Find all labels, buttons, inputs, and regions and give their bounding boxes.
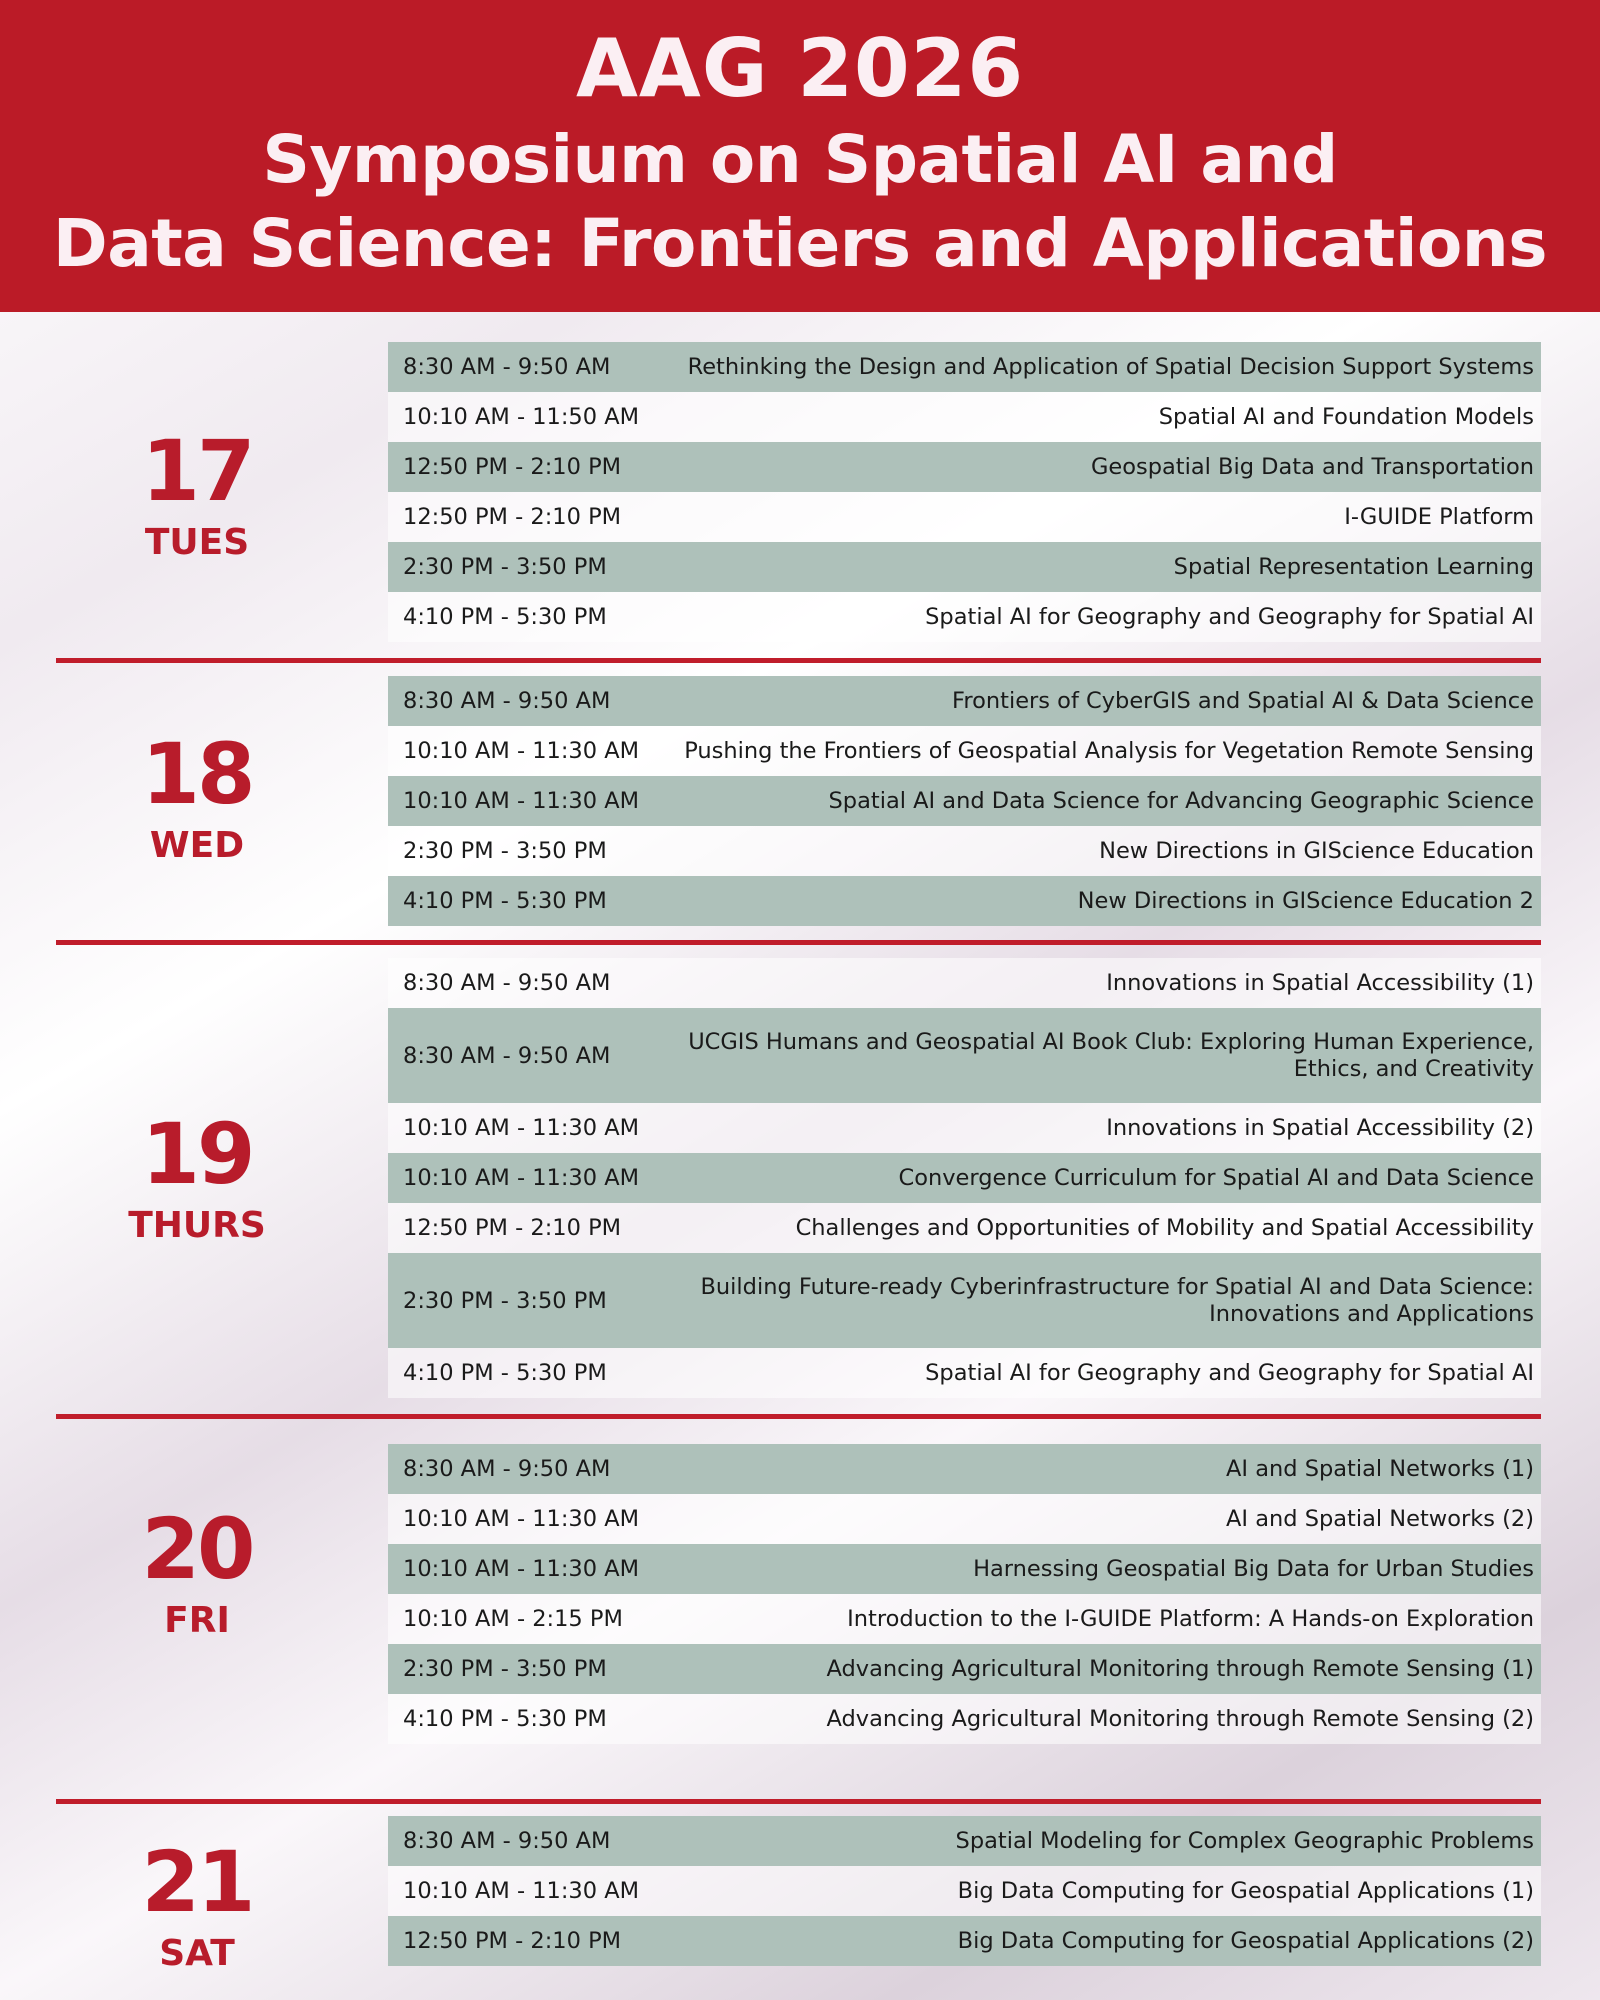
symposium-title-line-2: Data Science: Frontiers and Applications	[52, 205, 1548, 282]
day-label	[92, 725, 302, 868]
session-title-line: Building Future-ready Cyberinfrastructure for Spatial AI and Data Science:	[700, 1273, 1534, 1300]
session-time: 10:10 AM - 2:15 PM	[403, 1606, 623, 1632]
session-row	[388, 1153, 1541, 1203]
day-label	[92, 1500, 302, 1643]
session-time: 10:10 AM - 11:30 AM	[403, 1165, 640, 1191]
session-title: Spatial Modeling for Complex Geographic Problems	[955, 1827, 1534, 1854]
session-row	[388, 1494, 1541, 1544]
session-title-line: Ethics, and Creativity	[1293, 1055, 1534, 1082]
day-name: FRI	[164, 1600, 230, 1641]
session-time: 4:10 PM - 5:30 PM	[403, 1706, 607, 1732]
session-time: 10:10 AM - 11:30 AM	[403, 1556, 640, 1582]
header-banner	[0, 0, 1600, 312]
day-separator	[56, 658, 1541, 663]
session-title: Pushing the Frontiers of Geospatial Analysis for Vegetation Remote Sensing	[684, 737, 1534, 764]
session-row	[388, 442, 1541, 492]
session-title: I-GUIDE Platform	[1344, 503, 1534, 530]
session-row	[388, 676, 1541, 726]
day-separator	[56, 1799, 1541, 1804]
session-title: Innovations in Spatial Accessibility (1)	[1106, 969, 1534, 996]
session-time: 12:50 PM - 2:10 PM	[403, 1928, 622, 1954]
session-row	[388, 1008, 1541, 1103]
session-title-line: UCGIS Humans and Geospatial AI Book Club: Exploring Human Experience,	[688, 1028, 1534, 1055]
session-time: 2:30 PM - 3:50 PM	[403, 1287, 607, 1314]
session-title: Spatial AI for Geography and Geography for Spatial AI	[925, 603, 1534, 630]
session-row	[388, 876, 1541, 926]
session-row	[388, 1203, 1541, 1253]
session-row	[388, 342, 1541, 392]
session-time: 8:30 AM - 9:50 AM	[403, 688, 611, 714]
session-time: 12:50 PM - 2:10 PM	[403, 504, 622, 530]
day-name: TUES	[144, 522, 250, 563]
session-row	[388, 1866, 1541, 1916]
session-row	[388, 1544, 1541, 1594]
session-title	[654, 1274, 1534, 1328]
session-list	[388, 1444, 1541, 1744]
session-title: New Directions in GIScience Education 2	[1077, 887, 1534, 914]
session-time: 8:30 AM - 9:50 AM	[403, 1828, 611, 1854]
session-title: Big Data Computing for Geospatial Applications (2)	[957, 1927, 1534, 1954]
day-number: 20	[141, 1500, 253, 1598]
day-name: WED	[149, 825, 245, 866]
day-label	[92, 1833, 302, 1976]
session-row	[388, 1916, 1541, 1966]
session-title: Big Data Computing for Geospatial Applications (1)	[957, 1877, 1534, 1904]
session-time: 12:50 PM - 2:10 PM	[403, 1215, 622, 1241]
session-row	[388, 392, 1541, 442]
day-number: 19	[141, 1105, 253, 1203]
session-time: 8:30 AM - 9:50 AM	[403, 1042, 611, 1069]
day-name: SAT	[159, 1933, 235, 1974]
session-title: Geospatial Big Data and Transportation	[1090, 453, 1534, 480]
day-name: THURS	[128, 1205, 266, 1246]
session-title: AI and Spatial Networks (1)	[1226, 1455, 1534, 1482]
session-title: Spatial AI and Foundation Models	[1158, 403, 1534, 430]
day-separator	[56, 940, 1541, 945]
session-row	[388, 542, 1541, 592]
session-time: 2:30 PM - 3:50 PM	[403, 838, 607, 864]
session-title: Spatial AI and Data Science for Advancing Geographic Science	[828, 787, 1534, 814]
session-row	[388, 958, 1541, 1008]
session-title: Advancing Agricultural Monitoring through Remote Sensing (2)	[826, 1705, 1534, 1732]
session-time: 2:30 PM - 3:50 PM	[403, 1656, 607, 1682]
session-row	[388, 826, 1541, 876]
session-title: Introduction to the I-GUIDE Platform: A Hands-on Exploration	[847, 1605, 1534, 1632]
session-row	[388, 492, 1541, 542]
session-row	[388, 592, 1541, 642]
session-title: Advancing Agricultural Monitoring through Remote Sensing (1)	[826, 1655, 1534, 1682]
session-title: Rethinking the Design and Application of Spatial Decision Support Systems	[687, 353, 1534, 380]
day-label	[92, 422, 302, 565]
session-time: 10:10 AM - 11:30 AM	[403, 1878, 640, 1904]
session-time: 4:10 PM - 5:30 PM	[403, 888, 607, 914]
session-title	[654, 1029, 1534, 1083]
session-row	[388, 776, 1541, 826]
event-title: AAG 2026	[576, 22, 1024, 115]
session-title: Convergence Curriculum for Spatial AI and Data Science	[898, 1164, 1534, 1191]
session-row	[388, 1694, 1541, 1744]
session-row	[388, 726, 1541, 776]
symposium-title	[0, 118, 1600, 286]
session-time: 4:10 PM - 5:30 PM	[403, 604, 607, 630]
session-title: Spatial AI for Geography and Geography for Spatial AI	[925, 1359, 1534, 1386]
session-list	[388, 958, 1541, 1398]
session-time: 10:10 AM - 11:30 AM	[403, 1506, 640, 1532]
session-list	[388, 676, 1541, 926]
session-time: 10:10 AM - 11:50 AM	[403, 404, 640, 430]
day-number: 18	[141, 725, 253, 823]
session-time: 8:30 AM - 9:50 AM	[403, 1456, 611, 1482]
session-title: Spatial Representation Learning	[1173, 553, 1534, 580]
session-title-line: Innovations and Applications	[1209, 1300, 1534, 1327]
day-number: 21	[141, 1833, 253, 1931]
session-title: AI and Spatial Networks (2)	[1226, 1505, 1534, 1532]
session-row	[388, 1444, 1541, 1494]
session-time: 10:10 AM - 11:30 AM	[403, 788, 640, 814]
session-row	[388, 1594, 1541, 1644]
session-time: 4:10 PM - 5:30 PM	[403, 1360, 607, 1386]
session-row	[388, 1103, 1541, 1153]
session-title: Innovations in Spatial Accessibility (2)	[1106, 1114, 1534, 1141]
day-label	[92, 1105, 302, 1248]
session-time: 8:30 AM - 9:50 AM	[403, 970, 611, 996]
session-time: 10:10 AM - 11:30 AM	[403, 1115, 640, 1141]
session-time: 10:10 AM - 11:30 AM	[403, 738, 640, 764]
session-time: 2:30 PM - 3:50 PM	[403, 554, 607, 580]
session-list	[388, 342, 1541, 642]
session-row	[388, 1348, 1541, 1398]
day-number: 17	[141, 422, 253, 520]
session-title: Challenges and Opportunities of Mobility and Spatial Accessibility	[795, 1214, 1534, 1241]
session-title: New Directions in GIScience Education	[1099, 837, 1534, 864]
session-time: 12:50 PM - 2:10 PM	[403, 454, 622, 480]
symposium-title-line-1: Symposium on Spatial AI and	[262, 121, 1338, 198]
day-separator	[56, 1414, 1541, 1419]
session-title: Harnessing Geospatial Big Data for Urban Studies	[973, 1555, 1534, 1582]
session-row	[388, 1644, 1541, 1694]
session-list	[388, 1816, 1541, 1966]
session-title: Frontiers of CyberGIS and Spatial AI & Data Science	[952, 687, 1534, 714]
session-time: 8:30 AM - 9:50 AM	[403, 354, 611, 380]
session-row	[388, 1253, 1541, 1348]
session-row	[388, 1816, 1541, 1866]
